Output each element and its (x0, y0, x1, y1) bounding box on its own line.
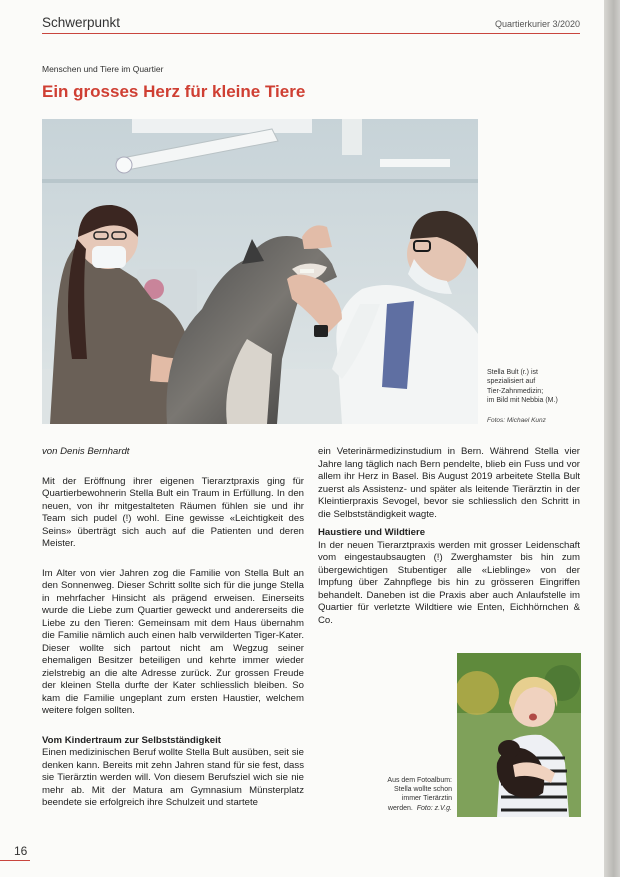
header-rule (42, 33, 580, 34)
caption-line: werden. (387, 804, 413, 812)
caption-line: Aus dem Fotoalbum: (387, 777, 452, 784)
paragraph: In der neuen Tierarztpraxis werden mit grosser Leidenschaft vom eingestaubsaugten (!) Zwerghamster bis hin zum übergewichtigen Stubentiger alle «Lieblinge» von der Impfung über Zahnpflege bis hin zu grösseren Eingriffen behandelt. Daneben ist die Praxis aber auch Anlaufstelle im Quartier für verletzte Wildtiere wie Enten, Eichhörnchen & Co. (318, 539, 580, 626)
subheading: Vom Kindertraum zur Selbstständigkeit (42, 734, 221, 746)
section-label: Schwerpunkt (42, 15, 121, 30)
issue-label: Quartierkurier 3/2020 (494, 19, 580, 29)
childhood-photo-credit: Foto: z.V.g. (416, 804, 452, 812)
caption-line: spezialisiert auf (487, 378, 536, 386)
page-number: 16 (14, 844, 28, 858)
article-title: Ein grosses Herz für kleine Tiere (42, 82, 306, 101)
main-photo (42, 119, 478, 424)
caption-line: Tier-Zahnmedizin; (487, 387, 544, 395)
paragraph: Im Alter von vier Jahren zog die Familie von Stella Bult an den Sonnenweg. Dieser Schritt sollte sich für die junge Stella in mehrfacher Hinsicht als prägend erweisen. Einerseits wurde die Liebe zum Quartier geweckt und andererseits die Liebe zu den Tieren: Gemeinsam mit dem Haus übernahm die Familie nämlich auch einen halb verwilderten Tiger-Kater. Dieser wollte sich partout nicht am Wegzug seiner ehemaligen Besitzer beteiligen und kehrte immer wieder zielstrebig an die alte Adresse zurück. Zur grossen Freude der kleinen Stella durfte der Kater schliesslich bleiben. So kam die Familie ungeplant zum ersten Haustier, welchem weitere folgen sollten. (42, 567, 304, 716)
paragraph: Mit der Eröffnung ihrer eigenen Tierarztpraxis ging für Quartierbewohnerin Stella Bult ein Traum in Erfüllung. In den neuen, von ihr mitgestalteten Räumen fühlen sie und ihr Team sich pudel (!) wohl. Eine gewisse «Leichtigkeit des Seins» überträgt sich auch auf die Patienten und deren Meister. (42, 475, 304, 549)
main-photo-credit: Fotos: Michael Kunz (487, 417, 546, 424)
caption-line: im Bild mit Nebbia (M.) (487, 396, 558, 404)
page-spine-shadow (604, 0, 620, 877)
paragraph: ein Veterinärmedizinstudium in Bern. Während Stella vier Jahre lang täglich nach Bern pendelte, blieb ein Fuss und vor allem ihr Herz in Basel. Bis August 2019 arbeitete Stella Bult zuerst als Assistenz- und später als leitende Tierärztin in der Kleintierpraxis Sevogel, bevor sie schliesslich den Schritt in die Selbstständigkeit wagte. (318, 446, 580, 520)
caption-line: Stella wollte schon (394, 786, 452, 794)
caption-line: immer Tierärztin (401, 795, 452, 803)
main-photo-caption (487, 368, 585, 405)
article-column-left (42, 446, 304, 810)
article-column-right (318, 446, 580, 627)
childhood-photo-caption (352, 776, 452, 813)
footer-rule (0, 860, 30, 861)
subheading: Haustiere und Wildtiere (318, 527, 426, 538)
caption-line: Stella Bult (r.) ist (487, 369, 538, 376)
paragraph: Einen medizinischen Beruf wollte Stella Bult ausüben, seit sie denken kann. Bereits mit zehn Jahren stand für sie fest, dass sie Tierärztin werden will. Von diesem Berufsziel wich sie nie mehr ab. Mit der Matura am Gymnasium Münsterplatz beendete sie erfolgreich ihre Schulzeit und startete (42, 747, 304, 808)
caption-line-last (352, 804, 452, 813)
byline: von Denis Bernhardt (42, 446, 130, 457)
article-kicker: Menschen und Tiere im Quartier (42, 64, 164, 74)
childhood-photo (457, 653, 581, 817)
